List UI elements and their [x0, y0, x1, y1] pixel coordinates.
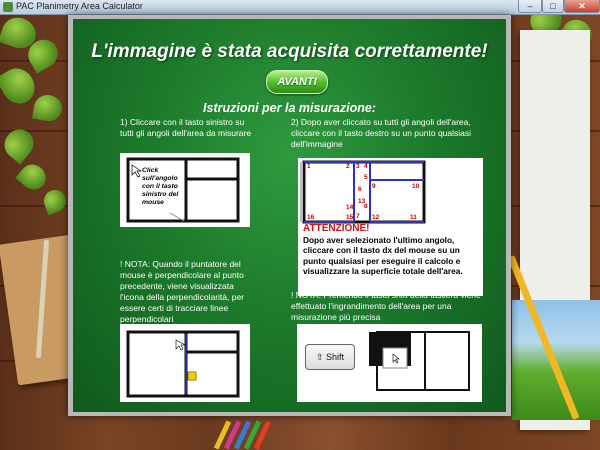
corner-label: 1	[307, 163, 311, 170]
note-shift: ! NOTA: Premendo il tasto shift della tastiera viene effettuato l'ingrandimento dell'area per una misurazione più precisa	[291, 290, 481, 322]
instructions-panel	[73, 19, 506, 412]
corner-label: 13	[358, 198, 366, 205]
corner-label: 12	[372, 214, 380, 221]
corner-label: 8	[364, 203, 368, 210]
window-titlebar[interactable]	[0, 0, 600, 15]
corner-label: 16	[307, 214, 315, 221]
instructions-heading: Istruzioni per la misurazione:	[203, 101, 376, 115]
corner-label: 3	[356, 163, 360, 170]
note-2-image	[297, 324, 482, 402]
corner-label: 2	[346, 163, 350, 170]
mouse-cursor-icon	[176, 340, 185, 350]
color-pencils-decoration	[220, 420, 280, 450]
mouse-cursor-icon	[132, 165, 141, 177]
corner-label: 10	[412, 183, 420, 190]
minimize-button[interactable]: –	[518, 0, 542, 13]
close-button[interactable]: ✕	[564, 0, 600, 13]
window-title: PAC Planimetry Area Calculator	[16, 1, 143, 11]
corner-label: 11	[410, 214, 417, 221]
note-1-image	[120, 324, 250, 402]
warning-heading: ATTENZIONE!	[303, 223, 370, 234]
step-1-image	[120, 153, 250, 227]
corner-label: 5	[364, 174, 368, 181]
corner-label: 4	[364, 163, 368, 170]
floorplan-2	[298, 158, 483, 224]
warning-text	[303, 224, 483, 277]
corner-label: 14	[346, 204, 354, 211]
next-button[interactable]: AVANTI	[266, 70, 328, 94]
warning-body: Dopo aver selezionato l'ultimo angolo, cliccare con il tasto dx del mouse su un punto qualsiasi per eseguire il calcolo e visualizzare la superficie totale dell'area.	[303, 234, 463, 276]
corner-label: 6	[358, 186, 362, 193]
step-2-image	[298, 158, 483, 224]
corner-label: 7	[356, 213, 360, 220]
shift-key-label: Shift	[326, 352, 345, 362]
maximize-button[interactable]: □	[542, 0, 564, 13]
page-title: L'immagine è stata acquisita correttamente!	[91, 41, 488, 62]
click-annotation: Click sull'angolo con il tasto sinistro del mouse	[142, 167, 179, 206]
app-icon	[3, 2, 13, 12]
zoom-illustration	[297, 324, 482, 402]
perpendicular-icon	[188, 372, 196, 380]
shift-arrow-icon: ⇧	[315, 352, 327, 362]
step-2-text: 2) Dopo aver cliccato su tutti gli angoli dell'area, cliccare con il tasto destro su un punto qualsiasi dell'immagine	[291, 117, 472, 149]
step-1-text: 1) Cliccare con il tasto sinistro su tutti gli angoli dell'area da misurare	[120, 117, 252, 138]
corner-label: 15	[346, 214, 354, 221]
note-perpendicular: ! NOTA: Quando il puntatore del mouse è perpendicolare al punto precedente, viene visualizzata l'icona della perpendicolarità, per essere certi di tracciare linee perpendicolari	[120, 259, 245, 324]
floorplan-3	[120, 324, 250, 402]
corner-label: 9	[372, 183, 376, 190]
app-window	[68, 15, 511, 416]
